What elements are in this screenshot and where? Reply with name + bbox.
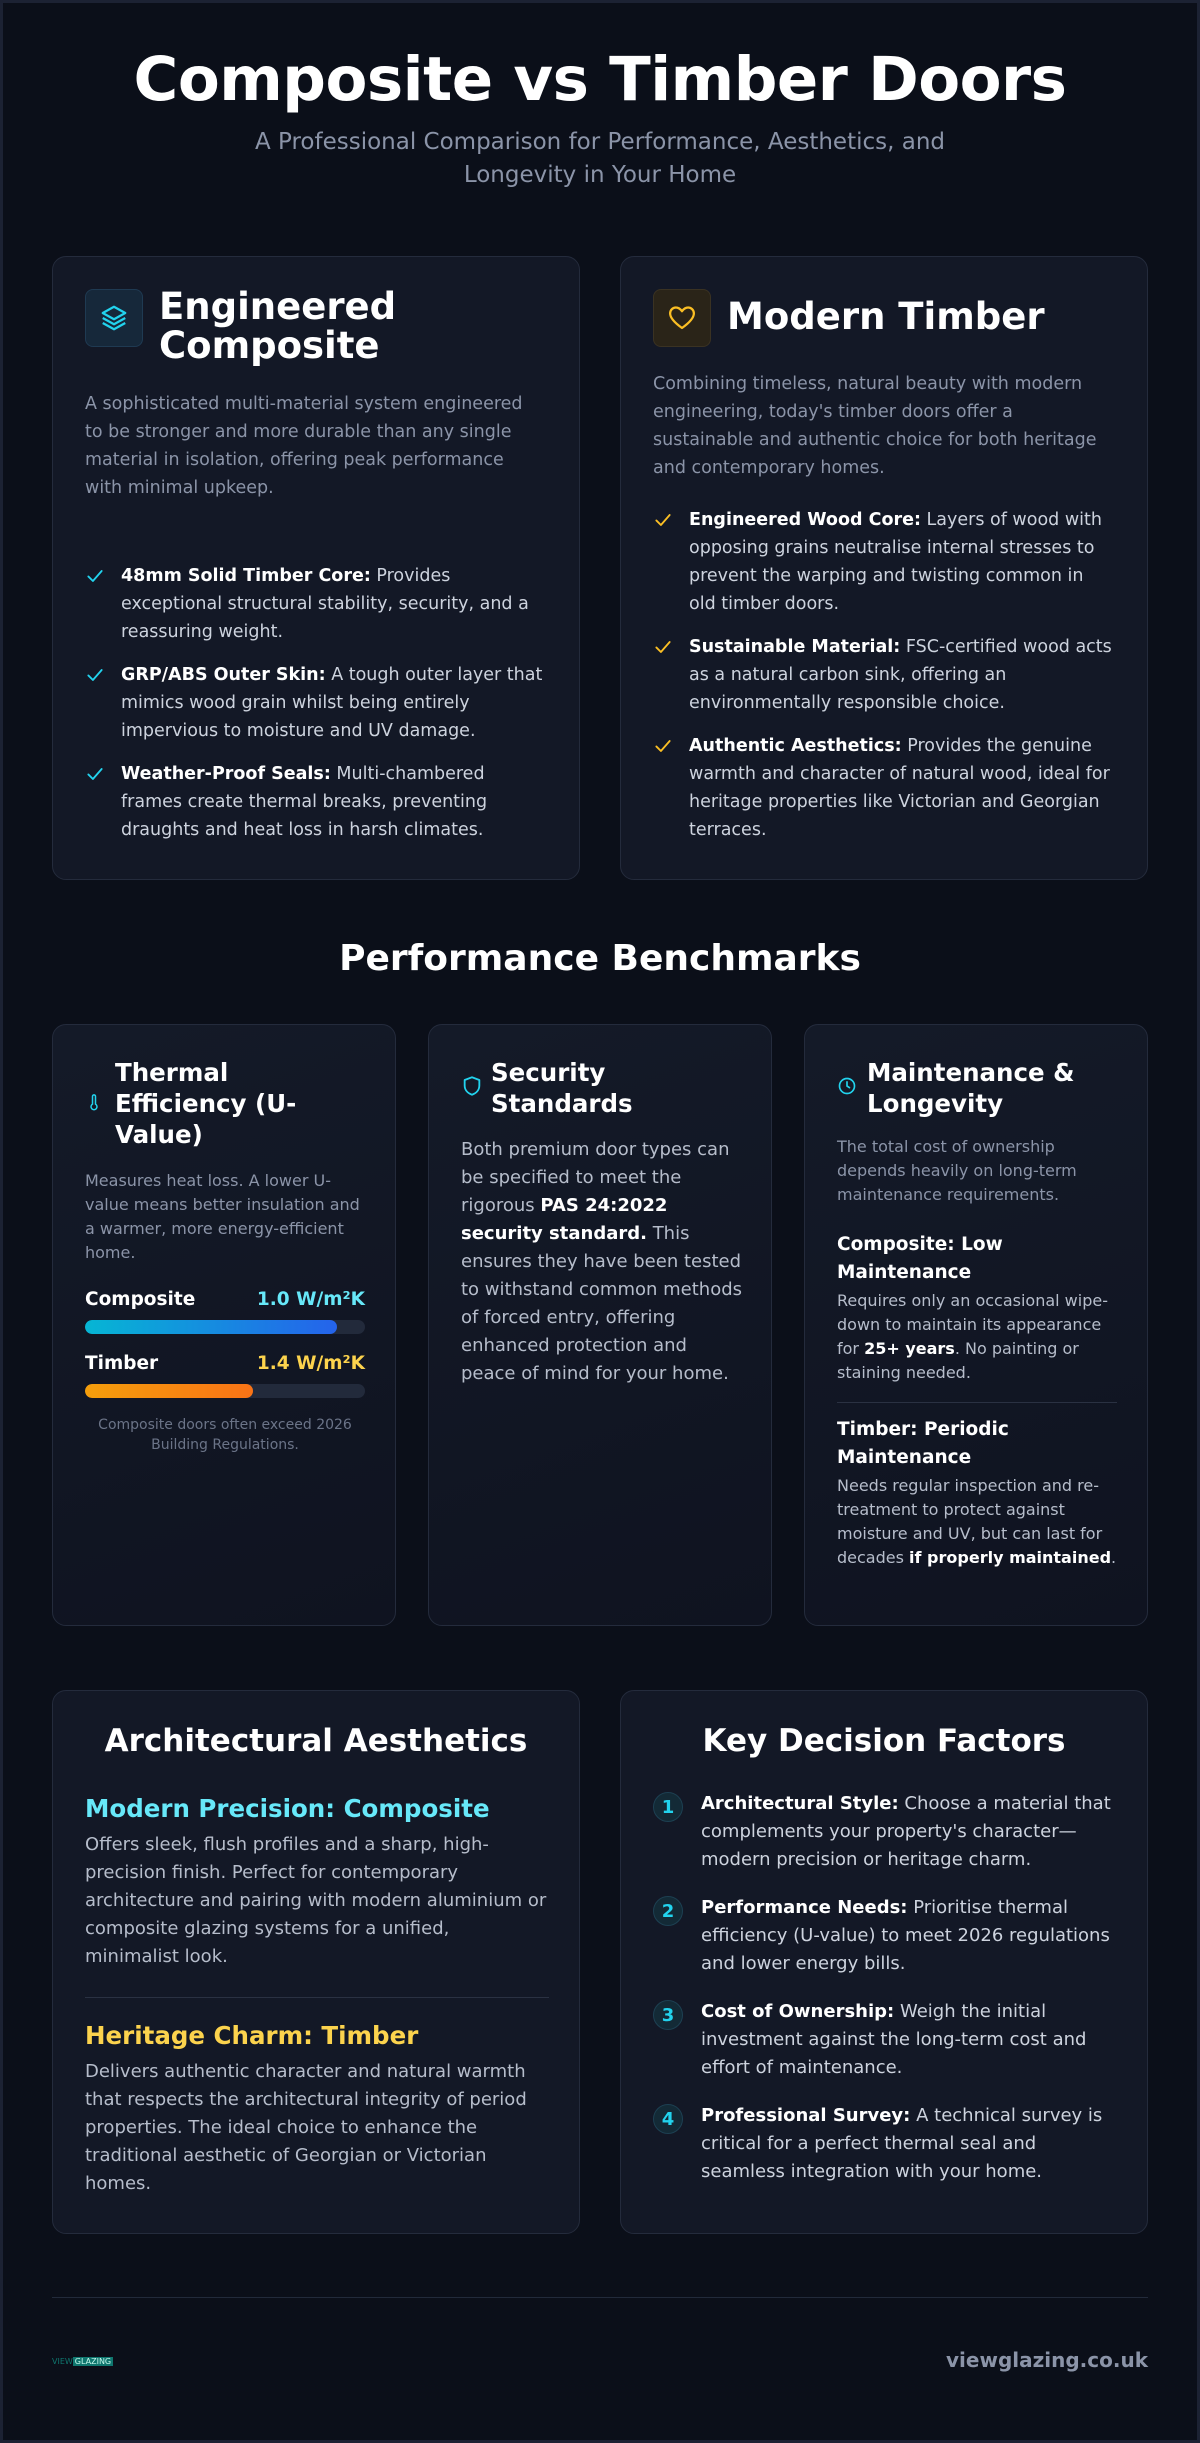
- aesthetics-title: Architectural Aesthetics: [104, 1723, 528, 1759]
- maintenance-title: Maintenance & Longevity: [867, 1058, 1075, 1118]
- list-item: 48mm Solid Timber Core: Provides exceptional structural stability, security, and a reassuring weight.: [85, 562, 547, 646]
- clock-icon: [837, 1076, 867, 1100]
- bar-track: [85, 1320, 365, 1334]
- website-link[interactable]: viewglazing.co.uk: [946, 2348, 1148, 2372]
- list-item: Authentic Aesthetics: Provides the genuine warmth and character of natural wood, ideal for heritage properties like Victorian and Georgian terraces.: [653, 732, 1115, 844]
- list-item: 4 Professional Survey: A technical survey is critical for a perfect thermal seal and seamless integration with your home.: [653, 2102, 1119, 2186]
- list-item: 2 Performance Needs: Prioritise thermal efficiency (U-value) to meet 2026 regulations and lower energy bills.: [653, 1894, 1119, 1978]
- composite-feature-list: [85, 562, 547, 844]
- aesthetics-card: [52, 1690, 580, 2234]
- composite-u-value: [85, 1289, 365, 1334]
- timber-bar-fill: [85, 1384, 253, 1398]
- check-icon: [85, 562, 121, 590]
- benchmarks-title: Performance Benchmarks: [339, 938, 861, 979]
- check-icon: [653, 732, 689, 760]
- timber-maintenance: Timber: Periodic Maintenance Needs regular inspection and re-treatment to protect against moisture and UV, but can last for decades if properly maintained.: [837, 1416, 1117, 1570]
- step-number: 2: [653, 1896, 683, 1926]
- list-item: 1 Architectural Style: Choose a material that complements your property's character—modern precision or heritage charm.: [653, 1790, 1119, 1874]
- list-item: 3 Cost of Ownership: Weigh the initial investment against the long-term cost and effort of maintenance.: [653, 1998, 1119, 2082]
- list-item: Weather-Proof Seals: Multi-chambered frames create thermal breaks, preventing draughts and heat loss in harsh climates.: [85, 760, 547, 844]
- timber-aesthetic-body: Delivers authentic character and natural warmth that respects the architectural integrity of period properties. The ideal choice to enhance the traditional aesthetic of Georgian or Victorian homes.: [85, 2061, 527, 2194]
- timber-maintenance-heading: Timber: Periodic Maintenance: [837, 1419, 1009, 1468]
- composite-bar-fill: [85, 1320, 337, 1334]
- bar-value: 1.4 W/m²K: [256, 1353, 365, 1374]
- composite-maintenance: Composite: Low Maintenance Requires only an occasional wipe-down to maintain its appearance for 25+ years. No painting or staining needed.: [837, 1231, 1117, 1385]
- check-icon: [85, 760, 121, 788]
- security-body: Both premium door types can be specified to meet the rigorous PAS 24:2022 security standard. This ensures they have been tested to withstand common methods of forced entry, offering enhanced protection and peace of mind for your home.: [461, 1139, 743, 1384]
- thermometer-icon: [85, 1091, 115, 1117]
- security-card: [428, 1024, 772, 1626]
- thermal-card: [52, 1024, 396, 1626]
- thermal-description: Measures heat loss. A lower U-value means better insulation and a warmer, more energy-efficient home.: [85, 1171, 360, 1262]
- shield-icon: [461, 1074, 491, 1102]
- step-number: 1: [653, 1792, 683, 1822]
- maintenance-card: [804, 1024, 1148, 1626]
- timber-intro-card: [620, 256, 1148, 880]
- timber-title: Modern Timber: [727, 295, 1045, 338]
- composite-intro-card: [52, 256, 580, 880]
- footer-logo: VIEW GLAZING: [52, 2357, 112, 2366]
- check-icon: [653, 506, 689, 534]
- security-title: Security Standards: [491, 1058, 633, 1118]
- composite-description: A sophisticated multi-material system engineered to be stronger and more durable than any single material in isolation, offering peak performance with minimal upkeep.: [85, 394, 523, 498]
- bar-label: Composite: [85, 1289, 196, 1310]
- footer-divider: [52, 2297, 1148, 2298]
- bar-label: Timber: [85, 1353, 159, 1374]
- timber-aesthetic-heading: Heritage Charm: Timber: [85, 2021, 419, 2050]
- bar-value: 1.0 W/m²K: [256, 1289, 365, 1310]
- list-item: Sustainable Material: FSC-certified wood acts as a natural carbon sink, offering an environmentally responsible choice.: [653, 633, 1115, 717]
- list-item: GRP/ABS Outer Skin: A tough outer layer that mimics wood grain whilst being entirely impervious to moisture and UV damage.: [85, 661, 547, 745]
- timber-description: Combining timeless, natural beauty with modern engineering, today's timber doors offer a sustainable and authentic choice for both heritage and contemporary homes.: [653, 374, 1097, 478]
- composite-aesthetic-body: Offers sleek, flush profiles and a sharp, high-precision finish. Perfect for contemporary architecture and pairing with modern aluminium or composite glazing systems for a unified, minimalist look.: [85, 1834, 547, 1967]
- decision-factors-card: [620, 1690, 1148, 2234]
- timber-u-value: [85, 1353, 365, 1398]
- composite-maintenance-heading: Composite: Low Maintenance: [837, 1234, 1003, 1283]
- timber-feature-list: [653, 506, 1115, 844]
- list-item: Engineered Wood Core: Layers of wood with opposing grains neutralise internal stresses to prevent the warping and twisting common in old timber doors.: [653, 506, 1115, 618]
- bar-track: [85, 1384, 365, 1398]
- thermal-title: Thermal Efficiency (U-Value): [115, 1058, 297, 1149]
- composite-aesthetic-heading: Modern Precision: Composite: [85, 1794, 490, 1823]
- page-title: Composite vs Timber Doors: [133, 44, 1067, 115]
- step-number: 3: [653, 2000, 683, 2030]
- maintenance-description: The total cost of ownership depends heavily on long-term maintenance requirements.: [837, 1137, 1077, 1204]
- check-icon: [653, 633, 689, 661]
- layers-icon: [85, 289, 143, 347]
- heart-icon: [653, 289, 711, 347]
- step-number: 4: [653, 2104, 683, 2134]
- composite-title: Engineered Composite: [159, 285, 397, 367]
- check-icon: [85, 661, 121, 689]
- divider: [837, 1402, 1117, 1403]
- divider: [85, 1997, 549, 1998]
- page-subtitle: A Professional Comparison for Performance, Aesthetics, and Longevity in Your Home: [254, 129, 946, 188]
- thermal-note: Composite doors often exceed 2026 Building Regulations.: [98, 1417, 352, 1453]
- factors-title: Key Decision Factors: [702, 1723, 1066, 1759]
